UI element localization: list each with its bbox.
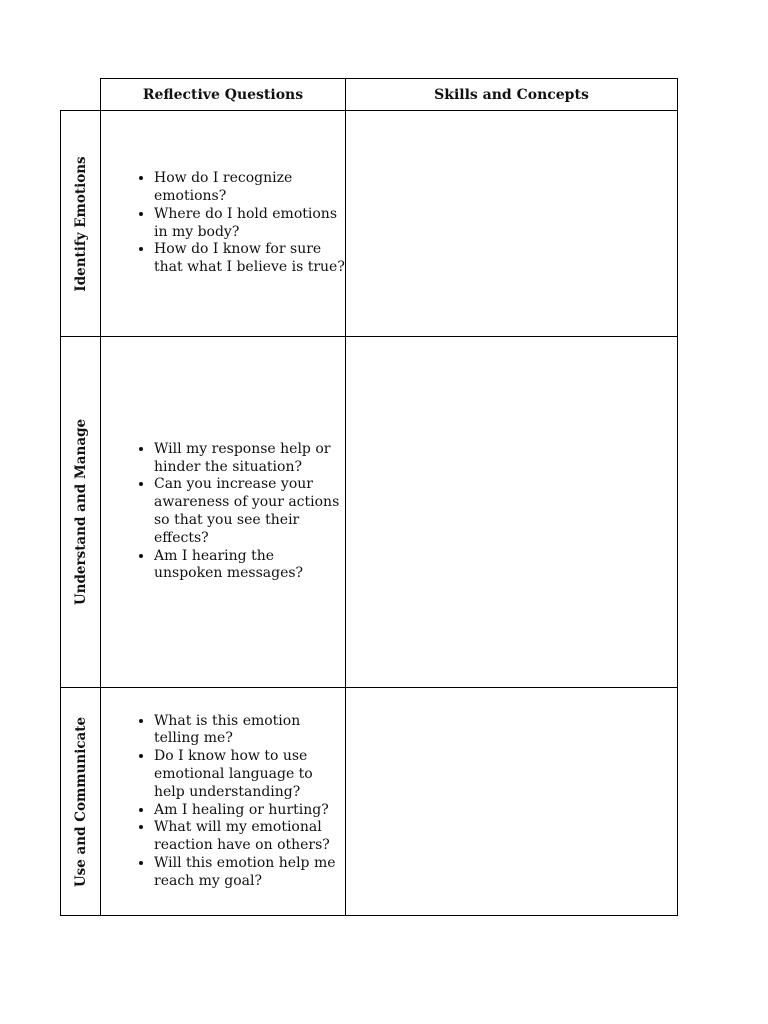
- skills-cell-understand-and-manage[interactable]: [345, 336, 678, 688]
- questions-cell-identify-emotions: [100, 110, 346, 337]
- question-item: • Where do I hold emotions in my body?: [154, 206, 345, 242]
- question-item: • Can you increase your awareness of your actions so that you see their effects?: [154, 476, 345, 547]
- row-label-understand-and-manage: Understand and Manage: [72, 418, 89, 606]
- question-item: • How do I recognize emotions?: [154, 170, 345, 206]
- row-label-identify-emotions: Identify Emotions: [72, 155, 89, 292]
- question-item: • Am I hearing the unspoken messages?: [154, 548, 345, 584]
- row-label-cell-use-and-communicate: [60, 687, 101, 916]
- question-item: • What will my emotional reaction have on others?: [154, 819, 345, 855]
- questions-cell-use-and-communicate: [100, 687, 346, 916]
- header-reflective-questions: [100, 78, 346, 111]
- question-item: • How do I know for sure that what I believe is true?: [154, 241, 345, 277]
- question-item: • Do I know how to use emotional language to help understanding?: [154, 748, 345, 801]
- questions-list-use-and-communicate: [101, 713, 345, 891]
- row-label-cell-understand-and-manage: [60, 336, 101, 688]
- row-label-cell-identify-emotions: [60, 110, 101, 337]
- header-skills-and-concepts-label: Skills and Concepts: [434, 86, 589, 103]
- skills-cell-use-and-communicate[interactable]: [345, 687, 678, 916]
- row-label-use-and-communicate: Use and Communicate: [72, 716, 89, 887]
- question-item: • What is this emotion telling me?: [154, 713, 345, 749]
- question-item: • Am I healing or hurting?: [154, 802, 345, 820]
- question-item: • Will this emotion help me reach my goal?: [154, 855, 345, 891]
- questions-list-identify-emotions: [101, 170, 345, 277]
- questions-cell-understand-and-manage: [100, 336, 346, 688]
- header-skills-and-concepts: [345, 78, 678, 111]
- header-reflective-questions-label: Reflective Questions: [142, 86, 304, 103]
- skills-cell-identify-emotions[interactable]: [345, 110, 678, 337]
- questions-list-understand-and-manage: [101, 441, 345, 583]
- question-item: • Will my response help or hinder the situation?: [154, 441, 345, 477]
